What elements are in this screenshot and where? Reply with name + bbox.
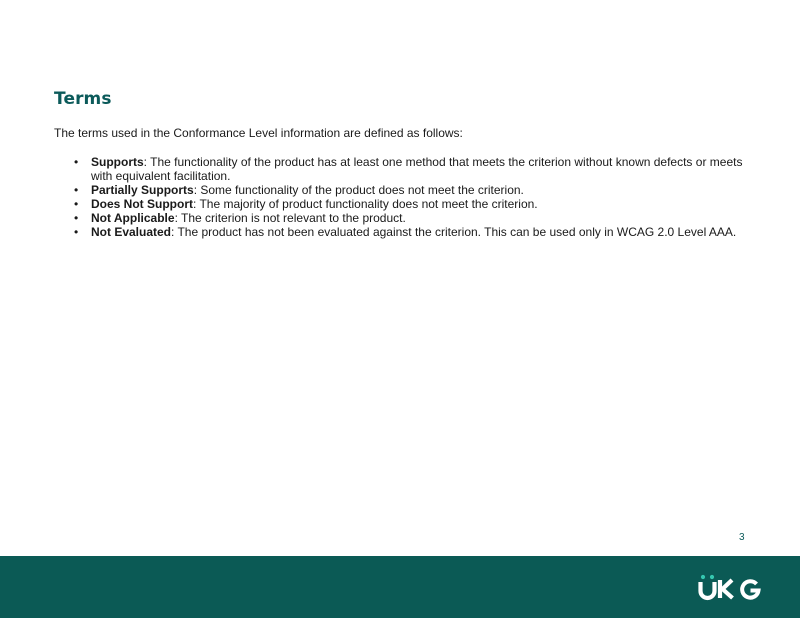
page-heading: Terms — [54, 89, 112, 109]
page-number: 3 — [739, 532, 745, 543]
term-definition: : The product has not been evaluated against the criterion. This can be used only in WCAG 2.0 Level AAA. — [171, 225, 737, 239]
term-definition: : The majority of product functionality does not meet the criterion. — [193, 197, 538, 211]
term-name: Not Evaluated — [91, 225, 172, 239]
list-item — [91, 183, 756, 197]
ukg-logo — [698, 573, 762, 601]
term-name: Not Applicable — [91, 211, 175, 225]
terms-list — [91, 155, 756, 239]
list-item — [91, 197, 756, 211]
term-definition: : The criterion is not relevant to the product. — [174, 211, 406, 225]
list-item — [91, 211, 756, 225]
list-item — [91, 225, 756, 239]
term-name: Supports — [91, 155, 144, 169]
term-name: Partially Supports — [91, 183, 194, 197]
term-definition: : Some functionality of the product does not meet the criterion. — [193, 183, 524, 197]
list-item — [91, 155, 756, 183]
term-definition: : The functionality of the product has at least one method that meets the criterion without known defects or meets with equivalent facilitation. — [91, 155, 743, 183]
term-name: Does Not Support — [91, 197, 193, 211]
footer-band — [0, 556, 800, 618]
intro-paragraph: The terms used in the Conformance Level information are defined as follows: — [54, 126, 463, 140]
